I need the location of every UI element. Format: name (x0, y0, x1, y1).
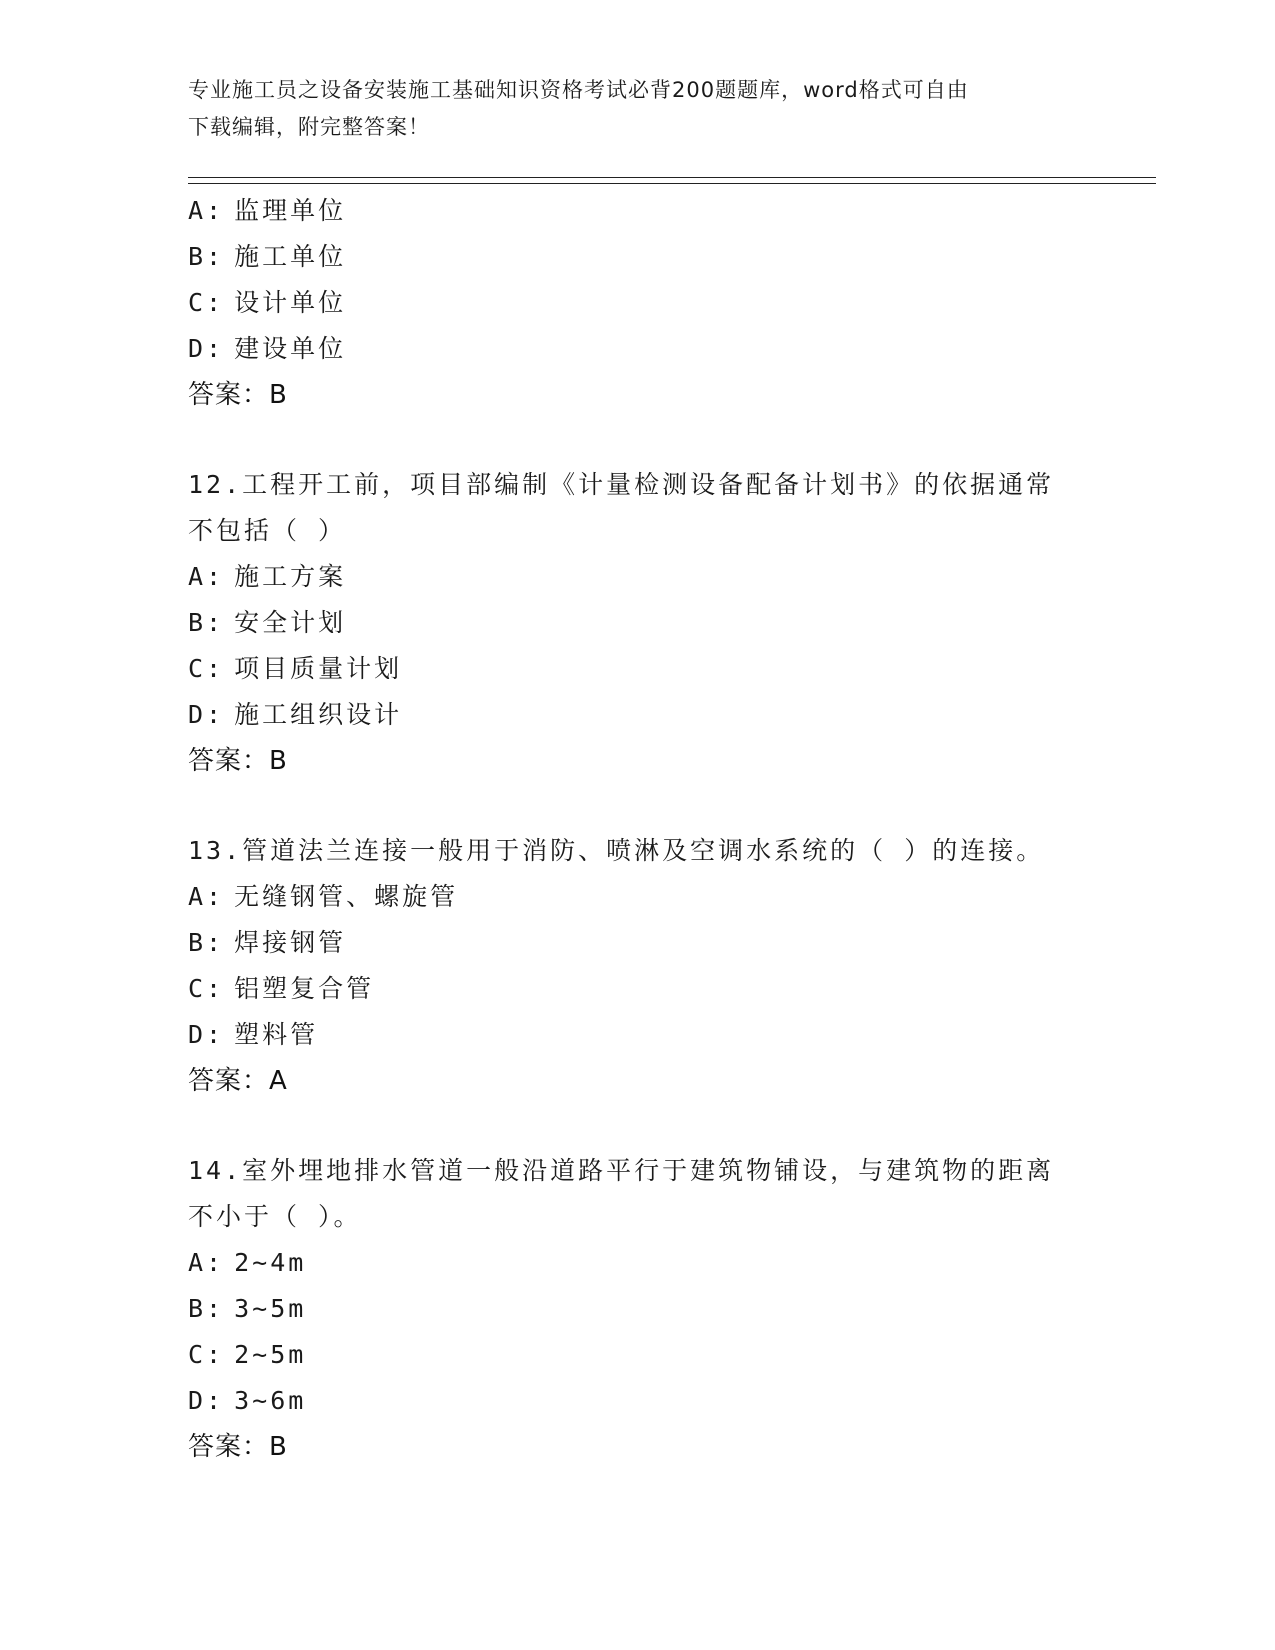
spacer (188, 418, 1088, 462)
question-text-line-1: 14.室外埋地排水管道一般沿道路平行于建筑物铺设，与建筑物的距离 (188, 1156, 1055, 1185)
option-prefix: C: (188, 1340, 225, 1369)
header-title-line-2: 下载编辑，附完整答案！ (188, 115, 430, 139)
option-text: 项目质量计划 (234, 654, 403, 683)
option-prefix: B: (188, 242, 225, 271)
option-text: 施工方案 (234, 562, 347, 591)
option-a (188, 1240, 1088, 1286)
option-b (188, 600, 1088, 646)
option-text: 3~6m (234, 1386, 307, 1415)
question-text-line-2: 不包括（ ） (188, 516, 347, 545)
question-text-line-1: 12.工程开工前，项目部编制《计量检测设备配备计划书》的依据通常 (188, 470, 1055, 499)
option-text: 监理单位 (234, 196, 347, 225)
question-13 (188, 828, 1088, 1104)
option-prefix: D: (188, 700, 225, 729)
option-d (188, 692, 1088, 738)
option-b (188, 234, 1088, 280)
option-a (188, 554, 1088, 600)
question-text-line-1: 13.管道法兰连接一般用于消防、喷淋及空调水系统的（ ）的连接。 (188, 836, 1045, 865)
header-title-line-1: 专业施工员之设备安装施工基础知识资格考试必背200题题库，word格式可自由 (188, 78, 969, 102)
option-b (188, 920, 1088, 966)
option-c (188, 966, 1088, 1012)
option-prefix: B: (188, 608, 225, 637)
option-text: 无缝钢管、螺旋管 (234, 882, 459, 911)
question-14 (188, 1148, 1088, 1470)
option-c (188, 646, 1088, 692)
option-text: 2~5m (234, 1340, 307, 1369)
question-text (188, 462, 1078, 554)
option-text: 安全计划 (234, 608, 347, 637)
option-d (188, 326, 1088, 372)
option-text: 2~4m (234, 1248, 307, 1277)
option-prefix: D: (188, 1386, 225, 1415)
spacer (188, 784, 1088, 828)
option-a (188, 874, 1088, 920)
spacer (188, 1104, 1088, 1148)
header-divider-top (188, 177, 1156, 178)
option-text: 施工组织设计 (234, 700, 403, 729)
option-prefix: C: (188, 288, 225, 317)
option-prefix: A: (188, 1248, 225, 1277)
answer-line: 答案：B (188, 1432, 288, 1462)
option-a (188, 188, 1088, 234)
answer-line: 答案：B (188, 746, 288, 776)
option-prefix: A: (188, 196, 225, 225)
option-c (188, 280, 1088, 326)
option-text: 设计单位 (234, 288, 347, 317)
option-d (188, 1378, 1088, 1424)
option-prefix: D: (188, 334, 225, 363)
option-text: 焊接钢管 (234, 928, 347, 957)
option-d (188, 1012, 1088, 1058)
option-text: 3~5m (234, 1294, 307, 1323)
option-prefix: B: (188, 1294, 225, 1323)
question-text (188, 1148, 1078, 1240)
option-prefix: A: (188, 882, 225, 911)
document-header (188, 72, 1088, 146)
option-text: 塑料管 (234, 1020, 319, 1049)
option-b (188, 1286, 1088, 1332)
question-list (188, 188, 1088, 1470)
option-text: 铝塑复合管 (234, 974, 375, 1003)
option-c (188, 1332, 1088, 1378)
option-prefix: D: (188, 1020, 225, 1049)
answer-line: 答案：B (188, 380, 288, 410)
question-11 (188, 188, 1088, 418)
option-text: 建设单位 (234, 334, 347, 363)
question-text (188, 828, 1078, 874)
question-text-line-2: 不小于（ ）。 (188, 1202, 362, 1231)
option-prefix: A: (188, 562, 225, 591)
option-prefix: C: (188, 654, 225, 683)
option-prefix: C: (188, 974, 225, 1003)
question-12 (188, 462, 1088, 784)
header-divider-bottom (188, 183, 1156, 184)
option-prefix: B: (188, 928, 225, 957)
option-text: 施工单位 (234, 242, 347, 271)
answer-line: 答案：A (188, 1066, 288, 1096)
